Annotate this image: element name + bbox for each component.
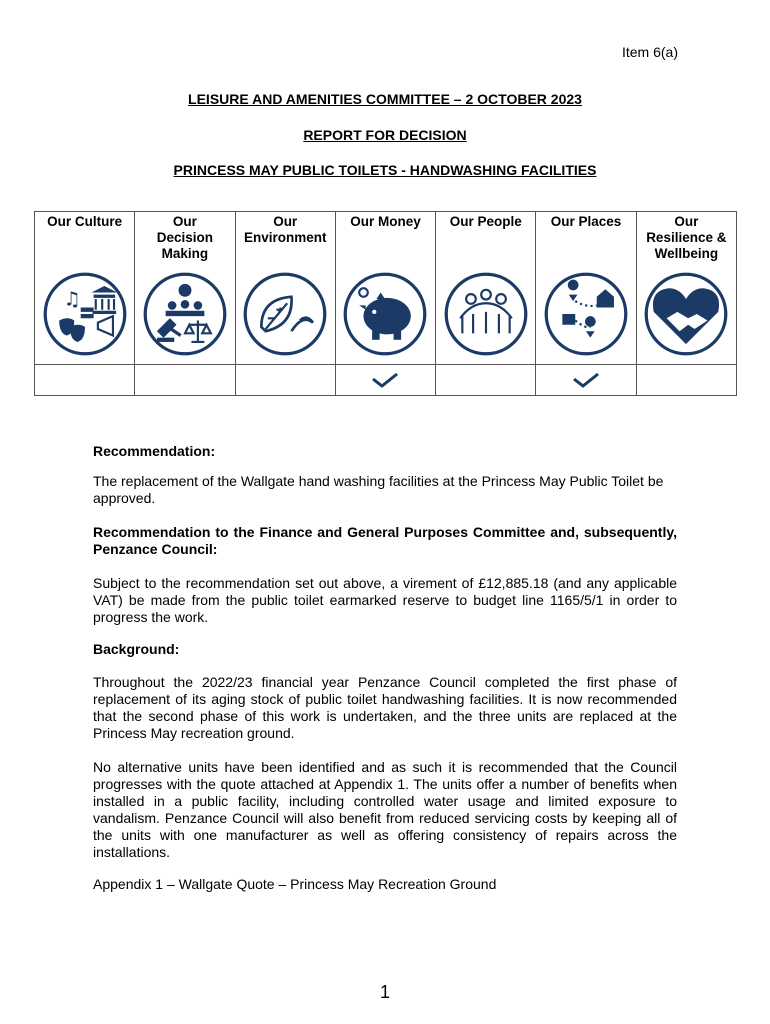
objective-label — [536, 212, 636, 265]
report-type-heading: REPORT FOR DECISION — [303, 127, 467, 143]
objective-icon-cell — [636, 264, 736, 365]
objective-icon-cell — [235, 264, 335, 365]
objective-label-line: Our Culture — [47, 214, 123, 229]
svg-text:♫: ♫ — [63, 287, 81, 311]
recommendation-text: The replacement of the Wallgate hand washing facilities at the Princess May Public Toilet be approved. — [93, 473, 664, 506]
objective-icon-cell — [135, 264, 235, 365]
objective-tick-cell — [536, 365, 636, 396]
objective-label-line: Our Places — [550, 214, 622, 229]
objective-tick-cell — [636, 365, 736, 396]
objective-label-line: Environment — [243, 230, 327, 245]
item-reference: Item 6(a) — [621, 44, 678, 60]
decision-making-icon — [135, 271, 234, 357]
subject-heading: PRINCESS MAY PUBLIC TOILETS - HANDWASHING FACILITIES — [173, 162, 597, 178]
objective-tick-cell — [436, 365, 536, 396]
background-paragraph-2: No alternative units have been identified and as such it is recommended that the Council progresses with the quote attached at Appendix 1. The units offer a number of benefits when installed in a public facility, including controlled water usage and limited exposure to vandalism. Penzance Council will also benefit from reduced servicing costs by keeping all of the units with one manufacturer as well as offering consistency of repairs across the installations. — [93, 759, 677, 860]
background-paragraph-1: Throughout the 2022/23 financial year Penzance Council completed the first phase of replacement of its aging stock of public toilet handwashing facilities. It is now recommended that the second phase of this work is undertaken, and the three units are replaced at the Princess May recreation ground. — [93, 674, 677, 741]
objective-label-line: Our — [172, 214, 197, 229]
appendix-reference: Appendix 1 – Wallgate Quote – Princess May Recreation Ground — [93, 876, 497, 892]
environment-icon — [236, 271, 335, 357]
objective-label-line: Decision — [156, 230, 214, 245]
background-heading: Background: — [93, 641, 180, 657]
tick-icon — [370, 371, 400, 389]
objective-icon-cell — [35, 264, 135, 365]
objective-icon-cell — [335, 264, 435, 365]
page-number: 1 — [379, 982, 390, 1002]
objective-tick-cell — [235, 365, 335, 396]
objectives-table — [34, 211, 737, 396]
committee-heading: LEISURE AND AMENITIES COMMITTEE – 2 OCTOBER 2023 — [188, 91, 582, 107]
objective-label — [436, 212, 536, 265]
objective-label — [335, 212, 435, 265]
rec-fgp-heading: Recommendation to the Finance and General Purposes Committee and, subsequently, Penzance Council: — [93, 524, 677, 557]
objective-label — [135, 212, 235, 265]
objective-tick-cell — [335, 365, 435, 396]
objective-icon-cell — [536, 264, 636, 365]
objective-label-line: Making — [161, 246, 209, 261]
objective-icon-cell — [436, 264, 536, 365]
objective-label-line: Our — [273, 214, 298, 229]
objective-tick-cell — [35, 365, 135, 396]
objective-label-line: Our — [674, 214, 699, 229]
objective-label — [235, 212, 335, 265]
heart-handshake-icon — [637, 271, 736, 357]
piggy-bank-icon — [336, 271, 435, 357]
objective-label-line: Wellbeing — [654, 246, 719, 261]
rec-fgp-text: Subject to the recommendation set out above, a virement of £12,885.18 (and any applicable VAT) be made from the public toilet earmarked reserve to budget line 1165/5/1 in order to progress the work. — [93, 575, 677, 625]
places-map-icon — [536, 271, 635, 357]
tick-icon — [571, 371, 601, 389]
objective-label-line: Our People — [449, 214, 522, 229]
objective-label — [35, 212, 135, 265]
objective-label — [636, 212, 736, 265]
objective-label-line: Resilience & — [646, 230, 727, 245]
recommendation-heading: Recommendation: — [93, 443, 216, 459]
objective-label-line: Our Money — [350, 214, 421, 229]
people-icon — [436, 271, 535, 357]
culture-icon — [35, 271, 134, 357]
objective-tick-cell — [135, 365, 235, 396]
